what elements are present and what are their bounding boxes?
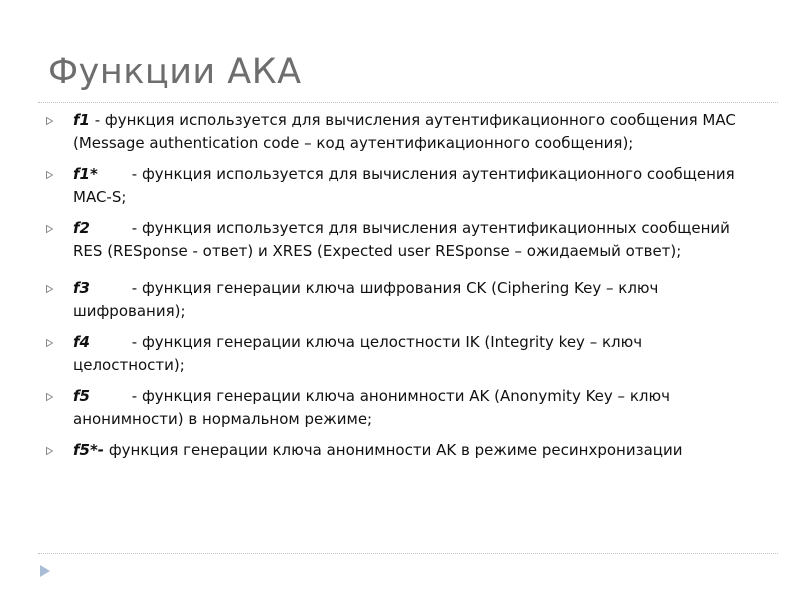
separator: - (127, 279, 142, 297)
separator: - (127, 219, 142, 237)
title-divider (38, 102, 778, 103)
footer-divider (38, 553, 778, 554)
separator: - (127, 387, 142, 405)
list-item-f4 (46, 331, 746, 377)
bullet-triangle-icon (46, 339, 53, 346)
separator: - (127, 165, 142, 183)
list-item-f2 (46, 217, 746, 263)
bullet-triangle-icon (46, 393, 53, 400)
function-name: f5 (73, 387, 90, 405)
function-name: f4 (73, 333, 90, 351)
slide-title: Функции АКА (48, 52, 302, 92)
function-name: f1* (73, 165, 98, 183)
function-description: функция генерации ключа целостности IK (Integrity key – ключ целостности); (73, 333, 643, 374)
function-description: функция используется для вычисления аутентификационных сообщений RES (RESponse - ответ) и XRES (Expected user RESponse – ожидаемый ответ); (73, 219, 730, 260)
separator: - (89, 111, 105, 129)
function-name: f2 (73, 219, 90, 237)
function-name: f3 (73, 279, 90, 297)
bullet-triangle-icon (46, 171, 53, 178)
list-item-f1 (46, 109, 746, 155)
bullet-triangle-icon (46, 285, 53, 292)
bullet-triangle-icon (46, 225, 53, 232)
list-item-f3 (46, 277, 746, 323)
function-name: f1 (73, 111, 90, 129)
bullet-list (46, 109, 746, 470)
list-item-f1-star (46, 163, 746, 209)
function-description: функция генерации ключа анонимности AK в режиме ресинхронизации (108, 441, 683, 459)
bullet-triangle-icon (46, 117, 53, 124)
bullet-triangle-icon (46, 447, 53, 454)
function-name: f5*- (73, 441, 105, 459)
separator: - (127, 333, 142, 351)
play-triangle-icon[interactable] (38, 563, 52, 577)
list-item-f5 (46, 385, 746, 431)
function-description: функция генерации ключа анонимности AK (Anonymity Key – ключ анонимности) в нормальном режиме; (73, 387, 670, 428)
function-description: функция генерации ключа шифрования CK (Ciphering Key – ключ шифрования); (73, 279, 659, 320)
function-description: функция используется для вычисления аутентификационного сообщения MAC (Message authentication code – код аутентификационного сообщения); (73, 111, 736, 152)
list-item-f5-star (46, 439, 746, 462)
function-description: функция используется для вычисления аутентификационного сообщения MAC-S; (73, 165, 735, 206)
